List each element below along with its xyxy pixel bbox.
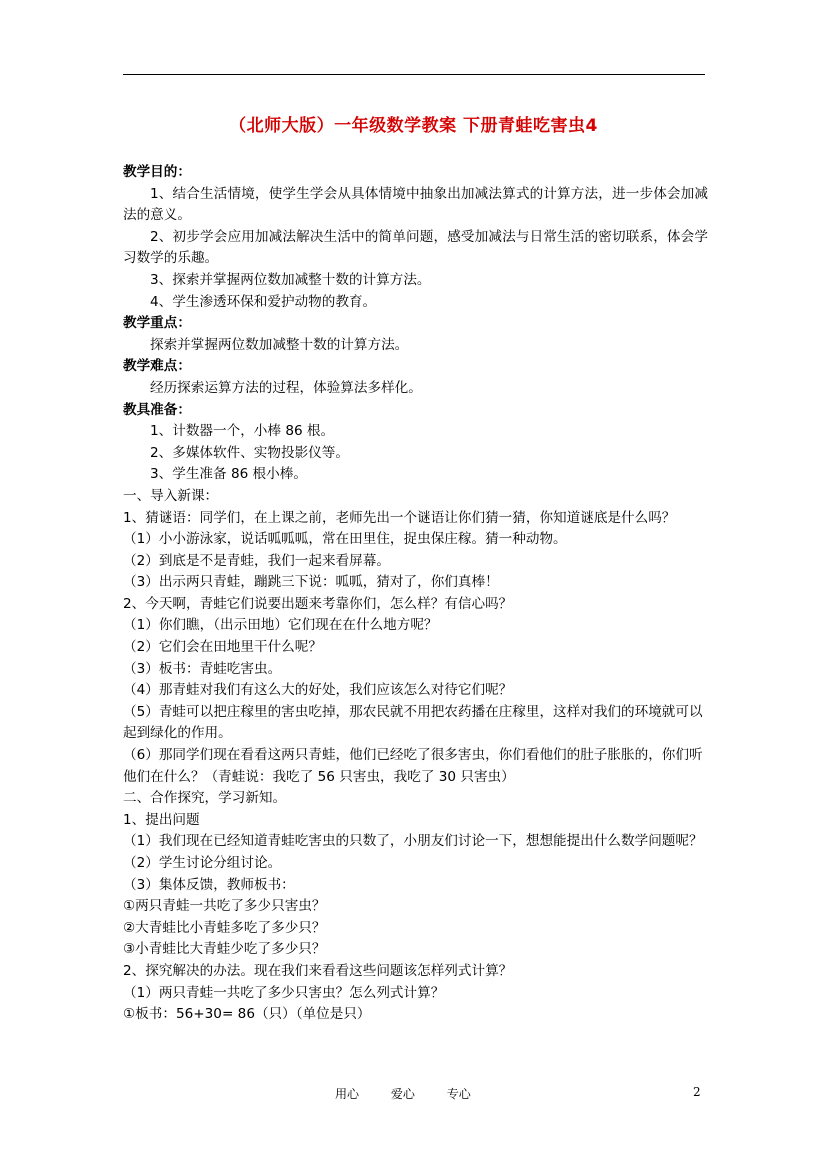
- goal-item-1: 1、结合生活情境，使学生学会从具体情境中抽象出加减法算式的计算方法，进一步体会加减法的意义。: [123, 185, 708, 224]
- body-line: 2、今天啊，青蛙它们说要出题来考靠你们，怎么样？有信心吗？: [123, 595, 513, 612]
- footer-mottos: [335, 1085, 499, 1102]
- document-title: （北师大版）一年级数学教案 下册青蛙吃害虫4: [229, 116, 598, 136]
- body-line: （1）小小游泳家，说话呱呱呱，常在田里住，捉虫保庄稼。猜一种动物。: [123, 531, 567, 548]
- body-line: 2、探究解决的办法。现在我们来看看这些问题该怎样列式计算？: [123, 962, 513, 979]
- tools-item-2: 2、多媒体软件、实物投影仪等。: [150, 444, 349, 461]
- body-line: ①两只青蛙一共吃了多少只害虫？: [123, 898, 326, 915]
- body-line: （2）它们会在田地里干什么呢？: [123, 639, 322, 656]
- body-line: （6）那同学们现在看看这两只青蛙，他们已经吃了很多害虫，你们看他们的肚子胀胀的，你们听他们在什么？（青蛙说：我吃了 56 只害虫，我吃了 30 只害虫）: [123, 747, 703, 785]
- body-line: ②大青蛙比小青蛙多吃了多少只？: [123, 919, 326, 936]
- footer-motto: 专心: [446, 1087, 471, 1101]
- body-line: （1）我们现在已经知道青蛙吃害虫的只数了，小朋友们讨论一下，想想能提出什么数学问题呢？: [123, 833, 703, 850]
- document-body: [123, 162, 708, 1026]
- header-rule: [123, 74, 705, 75]
- difficulty-heading: 教学难点：: [123, 358, 191, 375]
- body-line: （1）你们瞧，（出示田地）它们现在在什么地方呢？: [123, 617, 438, 634]
- body-line: （3）出示两只青蛙，蹦跳三下说：呱呱，猜对了，你们真棒！: [123, 574, 499, 591]
- body-line: （1）两只青蛙一共吃了多少只害虫？怎么列式计算？: [123, 984, 445, 1001]
- goal-heading: 教学目的：: [123, 164, 191, 180]
- difficulty-text: 经历探索运算方法的过程，体验算法多样化。: [150, 379, 422, 396]
- body-line: （3）集体反馈，教师板书：: [123, 876, 295, 893]
- goal-item-2: 2、初步学会应用加减法解决生活中的简单问题，感受加减法与日常生活的密切联系，体会学习数学的乐趣。: [123, 228, 708, 267]
- body-line: （5）青蛙可以把庄稼里的害虫吃掉，那农民就不用把农药播在庄稼里，这样对我们的环境就可以起到绿化的作用。: [123, 703, 703, 742]
- tools-item-3: 3、学生准备 86 根小棒。: [150, 466, 307, 483]
- body-line: （4）那青蛙对我们有这么大的好处，我们应该怎么对待它们呢？: [123, 682, 513, 699]
- goal-item-4: 4、学生渗透环保和爱护动物的教育。: [150, 293, 377, 310]
- footer-motto: 爱心: [390, 1087, 415, 1101]
- body-line: 1、猜谜语：同学们，在上课之前，老师先出一个谜语让你们猜一猜，你知道谜底是什么吗？: [123, 509, 676, 526]
- body-line: （2）到底是不是青蛙，我们一起来看屏幕。: [123, 552, 390, 569]
- goal-item-3: 3、探索并掌握两位数加减整十数的计算方法。: [150, 271, 431, 288]
- section-heading-explore: 二、合作探究，学习新知。: [123, 790, 287, 807]
- tools-heading: 教具准备：: [123, 401, 191, 418]
- key-point-heading: 教学重点：: [123, 315, 191, 332]
- body-line: ①板书：56+30= 86（只）（单位是只）: [123, 1006, 371, 1023]
- page-number: 2: [693, 1085, 701, 1099]
- body-line: ③小青蛙比大青蛙少吃了多少只？: [123, 941, 326, 958]
- body-line: （2）学生讨论分组讨论。: [123, 855, 282, 871]
- footer-motto: 用心: [335, 1087, 360, 1101]
- body-line: 1、提出问题: [123, 811, 200, 828]
- key-point-text: 探索并掌握两位数加减整十数的计算方法。: [150, 336, 409, 353]
- body-line: （3）板书：青蛙吃害虫。: [123, 660, 282, 677]
- tools-item-1: 1、计数器一个，小棒 86 根。: [150, 423, 335, 440]
- section-heading-intro: 一、导入新课：: [123, 487, 219, 504]
